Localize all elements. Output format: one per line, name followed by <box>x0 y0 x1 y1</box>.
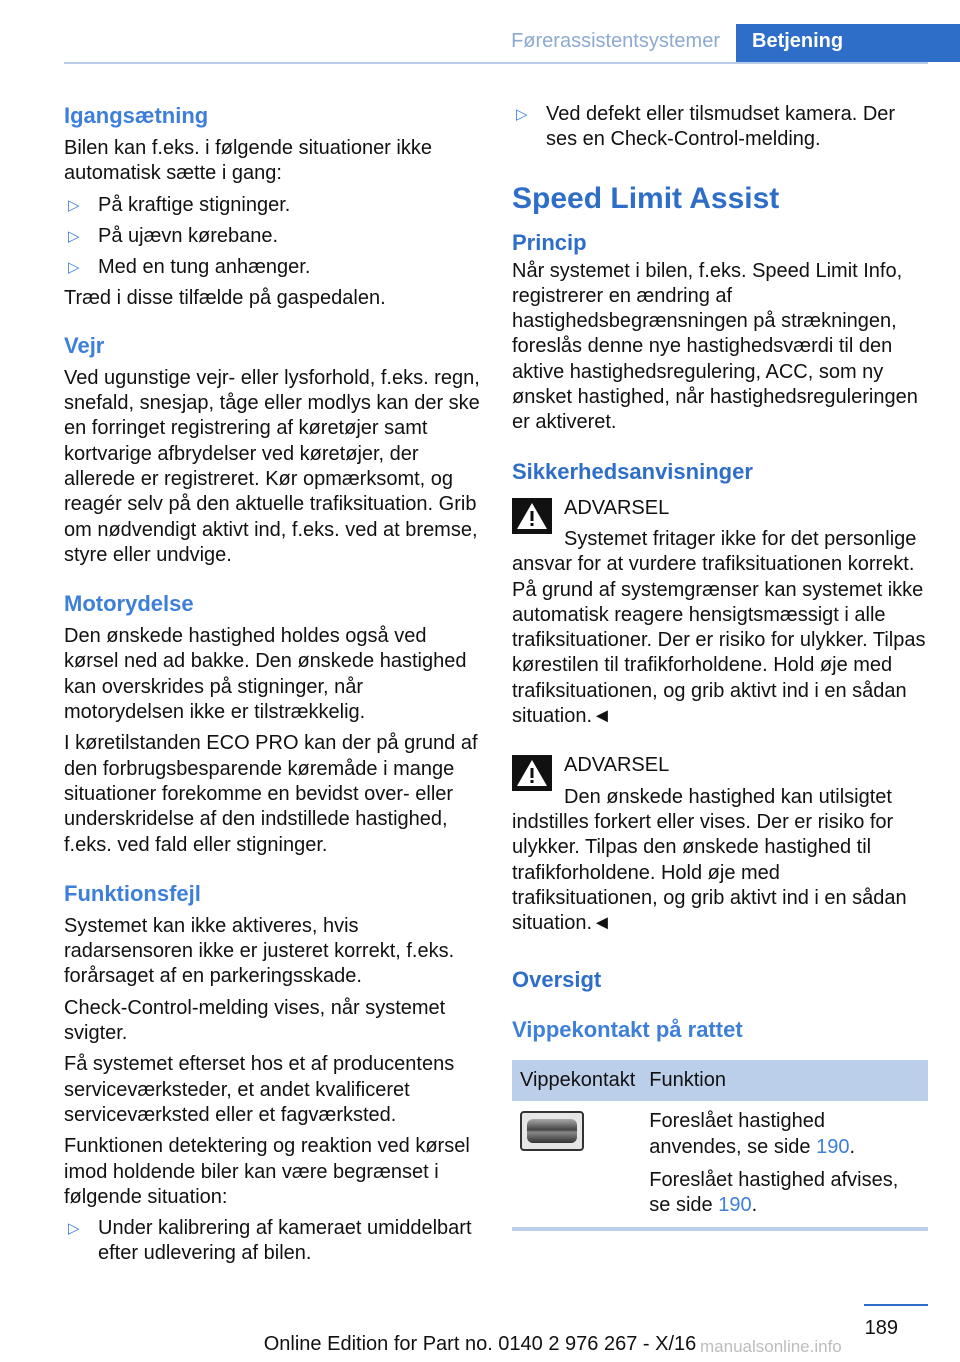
triangle-bullet-icon: ▷ <box>68 227 80 245</box>
heading-vejr: Vejr <box>64 332 105 358</box>
triangle-bullet-icon: ▷ <box>516 106 528 123</box>
warning-label: ADVARSEL <box>564 496 670 519</box>
paragraph: Den ønskede hastighed holdes også ved kørsel ned ad bakke. Den ønskede hastighed kan overskrides på stigninger, når motorydelsen ikke er tilstrækkelig. <box>64 625 467 724</box>
triangle-bullet-icon: ▷ <box>68 259 80 277</box>
bullet-list <box>64 1216 480 1267</box>
paragraph: Når systemet i bilen, f.eks. Speed Limit Info, registrerer en ændring af hastighedsbegrænsningen på strækningen, foreslås denne nye hastighedsværdi til den aktive hastighedsregulering, ACC, som ny ønsket hastighed, når hastighedsreguleringen er aktiveret. <box>512 259 918 434</box>
warning-first-line: Den ønskede hastighed kan utilsigtet <box>564 785 892 808</box>
heading-vippekontakt: Vippekontakt på rattet <box>512 1017 743 1043</box>
warning-triangle-icon <box>512 498 552 534</box>
column-header-vippekontakt: Vippekontakt <box>512 1060 641 1101</box>
paragraph: Få systemet efterset hos et af producentens serviceværksteder, et andet kvalificeret serviceværksted eller et fagværksted. <box>64 1053 455 1126</box>
header-rule <box>64 62 928 64</box>
bullet-list <box>512 102 928 153</box>
page-link[interactable]: 190 <box>718 1194 752 1217</box>
chapter-title: Førerassistentsystemer <box>511 30 720 52</box>
section-tab: Betjening <box>736 24 960 62</box>
warning-triangle-icon <box>512 755 552 791</box>
paragraph: Check-Control-melding vises, når systemet svigter. <box>64 996 446 1045</box>
column-header-funktion: Funktion <box>641 1060 928 1101</box>
page-number: 189 <box>864 1317 898 1339</box>
warning-first-line: Systemet fritager ikke for det personlige <box>564 527 917 550</box>
edition-line: Online Edition for Part no. 0140 2 976 267 - X/16 <box>263 1333 697 1355</box>
table-row <box>512 1101 928 1228</box>
paragraph: Træd i disse tilfælde på gaspedalen. <box>64 287 386 310</box>
bullet-list <box>64 193 480 281</box>
watermark: manualsonline.info <box>700 1337 842 1356</box>
heading-motorydelse: Motorydelse <box>64 591 194 617</box>
table-cell <box>512 1101 641 1228</box>
paragraph: Bilen kan f.eks. i følgende situationer ikke automatisk sætte i gang: <box>64 137 432 185</box>
paragraph: Ved ugunstige vejr- eller lysforhold, f.eks. regn, snefald, snesjap, tåge eller modlys kan der ske en forringet registrering af køretøjer samt kortvarige afbrydelser ved køretøjer, der allerede er registreret. Kør opmærksomt, og reagér selv på den aktuelle trafiksituation. Grib om nødvendigt aktivt ind, f.eks. ved at bremse, styre eller undvige. <box>64 366 480 566</box>
list-item: ▷ Under kalibrering af kameraet umiddelbart efter udlevering af bilen. <box>68 1217 472 1265</box>
page-link[interactable]: 190 <box>816 1135 850 1158</box>
heading-oversigt: Oversigt <box>512 967 602 993</box>
rocker-switch-icon <box>520 1111 584 1151</box>
warning-label: ADVARSEL <box>564 754 670 777</box>
left-column <box>64 102 480 1267</box>
warning-text: indstilles forkert eller vises. Der er risiko for ulykker. Tilpas den ønskede hastighed til trafikforholdene. Hold øje med trafiksituationen, og grib aktivt ind i en sådan situation.◄ <box>512 810 907 935</box>
overview-table <box>512 1060 928 1230</box>
list-item: ▷ På kraftige stigninger. <box>64 193 480 218</box>
warning-text: ansvar for at vurdere trafiksituationen korrekt. På grund af systemgrænser kan systemet ikke automatisk reagere hensigtsmæssigt i alle trafiksituationer. Der er risiko for ulykker. Tilpas kørestilen til trafikforholdene. Hold øje med trafiksituationen, og grib aktivt ind i en sådan situation.◄ <box>512 553 926 728</box>
table-cell <box>641 1101 928 1228</box>
function-line: Foreslået hastighed afvises, se side 190. <box>649 1169 899 1217</box>
warning-block <box>512 751 928 936</box>
right-column <box>512 102 928 1231</box>
function-line: Foreslået hastighed anvendes, se side 190. <box>649 1110 856 1158</box>
paragraph: I køretilstanden ECO PRO kan der på grund af den forbrugsbesparende køremåde i mange situationer forekomme en bevidst over- eller underskridelse af den indstillede hastighed, f.eks. ved fald eller stigninger. <box>64 732 478 856</box>
triangle-bullet-icon: ▷ <box>68 1220 80 1238</box>
list-item: ▷ Ved defekt eller tilsmudset kamera. Der ses en Check-Control-melding. <box>516 103 896 151</box>
heading-princip: Princip <box>512 229 587 255</box>
heading-funktionsfejl: Funktionsfejl <box>64 880 201 906</box>
heading-speed-limit-assist: Speed Limit Assist <box>512 181 780 215</box>
heading-igangsaetning: Igangsætning <box>64 103 209 128</box>
paragraph: Systemet kan ikke aktiveres, hvis radarsensoren ikke er justeret korrekt, f.eks. forårsaget af en parkeringsskade. <box>64 914 455 988</box>
table-header-row <box>512 1060 928 1101</box>
list-item: ▷ På ujævn kørebane. <box>64 224 480 249</box>
footer-rule <box>864 1304 928 1306</box>
paragraph: Funktionen detektering og reaktion ved kørsel imod holdende biler kan være begrænset i følgende situation: <box>64 1135 470 1208</box>
list-item: ▷ Med en tung anhænger. <box>64 255 480 280</box>
heading-sikkerhedsanvisninger: Sikkerhedsanvisninger <box>512 458 753 484</box>
warning-block <box>512 494 928 730</box>
triangle-bullet-icon: ▷ <box>68 196 80 214</box>
